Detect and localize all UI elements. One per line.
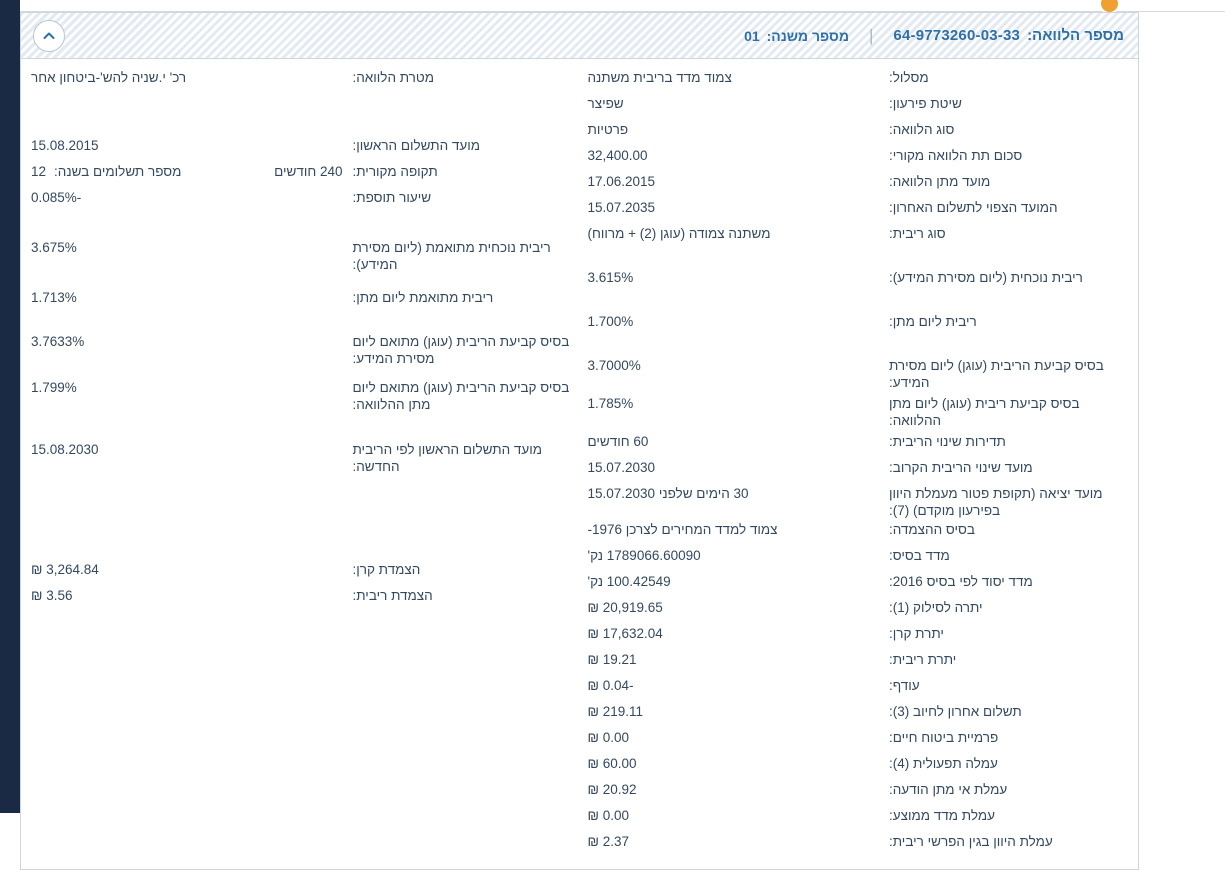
field-label: ריבית נוכחית מתואמת (ליום מסירת המידע): <box>352 240 551 272</box>
loan-details-card-header <box>21 13 1138 59</box>
loan-details-body <box>21 59 1138 869</box>
left-rail-top <box>0 0 20 11</box>
field-label: המועד הצפוי לתשלום האחרון: <box>889 200 1058 215</box>
field-anchor-base-grant-date <box>588 395 1129 433</box>
field-value: 32,400.00 <box>587 148 648 163</box>
field-value: צמוד מדד בריבית משתנה <box>587 70 732 85</box>
field-current-interest <box>588 269 1129 295</box>
field-label: מדד בסיס: <box>889 547 950 563</box>
field-value: 15.07.2030 <box>587 460 656 475</box>
field-label: מועד יציאה (תקופת פטור מעמלת היוון בפירעון מוקדם) (7): <box>889 486 1103 518</box>
field-value: 20,919.65 ₪ <box>587 599 663 615</box>
field-operational-fee <box>588 755 1129 781</box>
field-label: ריבית נוכחית (ליום מסירת המידע): <box>889 270 1083 285</box>
field-value: 60 חודשים <box>587 434 649 449</box>
field-value: 1.799% <box>31 380 77 395</box>
field-value: 17.06.2015 <box>587 174 656 189</box>
field-label: בסיס קביעת ריבית (עוגן) ליום מתן ההלוואה: <box>889 396 1080 428</box>
field-value: 3.615% <box>587 270 634 285</box>
field-base-index-2016 <box>588 573 1129 599</box>
field-label: בסיס קביעת הריבית (עוגן) ליום מסירת המידע: <box>889 358 1104 390</box>
field-value: 3.7000% <box>587 358 641 373</box>
field-value: 3.56 ₪ <box>31 587 73 603</box>
payments-per-year-label: מספר תשלומים בשנה: <box>54 164 182 179</box>
original-term-value: 240 חודשים <box>274 164 343 179</box>
mortgage-number-value: 01 <box>744 27 760 44</box>
field-value: 15.08.2030 <box>31 442 99 457</box>
field-linkage-base <box>588 521 1129 547</box>
field-label: מדד יסוד לפי בסיס 2016: <box>889 573 1033 589</box>
field-value: 1.713% <box>31 290 77 305</box>
field-value: 17,632.04 ₪ <box>587 625 663 641</box>
field-value: 1789066.60090 נק' <box>587 547 701 563</box>
field-exit-window <box>588 485 1129 521</box>
left-navigation-rail <box>0 11 20 813</box>
field-value: 2.37 ₪ <box>587 833 629 849</box>
field-value: 20.92 ₪ <box>587 781 637 797</box>
field-label: עמלת אי מתן הודעה: <box>889 781 1008 797</box>
field-capitalization-fee <box>588 833 1129 859</box>
mortgage-number-label: מספר משנה: <box>766 27 849 44</box>
field-original-term <box>31 163 572 189</box>
field-base-index <box>588 547 1129 573</box>
field-label: תדירות שינוי הריבית: <box>889 434 1006 449</box>
field-label: מועד התשלום הראשון לפי הריבית החדשה: <box>352 442 543 474</box>
field-original-amount <box>588 147 1129 173</box>
field-label: ריבית מתואמת ליום מתן: <box>352 290 494 305</box>
field-value: 3.7633% <box>31 334 85 349</box>
field-label: ריבית ליום מתן: <box>889 314 977 329</box>
field-value: 19.21 ₪ <box>587 651 637 667</box>
field-first-payment-new-interest <box>31 441 572 477</box>
field-label: עמלה תפעולית (4): <box>889 755 998 771</box>
field-value: צמוד למדד המחירים לצרכן 1976- <box>587 521 778 537</box>
field-label: שיטת פירעון: <box>889 96 962 111</box>
field-label: הצמדת ריבית: <box>352 587 433 603</box>
loan-number-label: מספר הלוואה: <box>1027 27 1124 44</box>
field-interest-linkage <box>31 587 572 613</box>
field-last-payment-charge <box>588 703 1129 729</box>
field-current-adjusted-interest <box>31 239 572 277</box>
field-value: 30 הימים שלפני 15.07.2030 <box>587 486 749 501</box>
field-adjusted-anchor-info-date <box>31 333 572 379</box>
field-value: 3,264.84 ₪ <box>31 561 99 577</box>
field-interest-balance <box>588 651 1129 677</box>
page-top-strip <box>0 0 1225 12</box>
field-value: 15.07.2035 <box>587 200 656 215</box>
field-loan-purpose <box>31 69 572 95</box>
field-next-interest-change <box>588 459 1129 485</box>
field-label: בסיס ההצמדה: <box>889 521 975 537</box>
field-value: פרטיות <box>587 122 629 137</box>
field-interest-type <box>588 225 1129 251</box>
header-separator: | <box>869 25 874 45</box>
field-value: 1.700% <box>587 314 634 329</box>
field-value: 3.675% <box>31 240 77 255</box>
field-label: עמלת מדד ממוצע: <box>889 807 995 823</box>
field-label: בסיס קביעת הריבית (עוגן) מתואם ליום מתן ההלוואה: <box>352 380 570 412</box>
details-column-left <box>21 69 580 859</box>
field-interest-at-grant <box>588 313 1129 339</box>
field-label: מסלול: <box>889 70 929 85</box>
field-label: סוג הלוואה: <box>889 122 955 137</box>
field-label: תקופה מקורית: <box>352 164 438 179</box>
field-label: עודף: <box>889 677 920 693</box>
field-value: 1.785% <box>587 396 634 411</box>
field-grant-date <box>588 173 1129 199</box>
loan-header-titles <box>744 26 1124 46</box>
field-no-notice-fee <box>588 781 1129 807</box>
field-expected-last-payment <box>588 199 1129 225</box>
field-value: 0.00 ₪ <box>587 729 629 745</box>
field-label: יתרת ריבית: <box>889 651 957 667</box>
field-margin-rate <box>31 189 572 215</box>
field-first-payment-date <box>31 137 572 163</box>
field-label: מועד שינוי הריבית הקרוב: <box>889 460 1033 475</box>
field-label: שיעור תוספת: <box>352 190 432 205</box>
field-value: 219.11 ₪ <box>587 703 644 719</box>
field-anchor-base-info-date <box>588 357 1129 395</box>
field-surplus <box>588 677 1129 703</box>
field-label: מועד מתן הלוואה: <box>889 174 991 189</box>
field-life-insurance-premium <box>588 729 1129 755</box>
field-value: -0.04 ₪ <box>587 677 634 693</box>
field-label: מטרת הלוואה: <box>352 70 434 85</box>
payments-per-year-group <box>31 164 181 179</box>
field-value: שפיצר <box>587 96 624 111</box>
field-value-group <box>205 164 346 179</box>
field-adjusted-anchor-grant-date <box>31 379 572 417</box>
field-loan-type <box>588 121 1129 147</box>
field-value: 15.08.2015 <box>31 138 99 153</box>
field-average-index-fee <box>588 807 1129 833</box>
loan-number-value: 64-9773260-03-33 <box>893 27 1021 44</box>
field-label: יתרה לסילוק (1): <box>889 599 983 615</box>
field-value: 60.00 ₪ <box>587 755 637 771</box>
field-label: בסיס קביעת הריבית (עוגן) מתואם ליום מסירת המידע: <box>352 334 570 366</box>
field-value: משתנה צמודה (עוגן (2) + מרווח) <box>587 226 771 241</box>
field-label: סוג ריבית: <box>889 226 946 241</box>
field-label: הצמדת קרן: <box>352 561 421 577</box>
field-value: 0.00 ₪ <box>587 807 629 823</box>
field-value: רכ' י.שניה להש'-ביטחון אחר <box>31 70 187 85</box>
field-principal-balance <box>588 625 1129 651</box>
field-adjusted-interest-at-grant <box>31 289 572 315</box>
field-value: -0.085% <box>31 190 82 205</box>
payments-per-year-value: 12 <box>31 164 47 179</box>
details-column-right <box>580 69 1139 859</box>
field-label: תשלום אחרון לחיוב (3): <box>889 703 1022 719</box>
field-maslul <box>588 69 1129 95</box>
field-interest-change-frequency <box>588 433 1129 459</box>
field-payoff-balance <box>588 599 1129 625</box>
field-repayment-method <box>588 95 1129 121</box>
field-label: פרמיית ביטוח חיים: <box>889 729 999 745</box>
field-label: מועד התשלום הראשון: <box>352 138 480 153</box>
chevron-up-icon <box>41 28 57 44</box>
field-principal-linkage <box>31 561 572 587</box>
field-label: סכום תת הלוואה מקורי: <box>889 148 1023 163</box>
field-value: 100.42549 נק' <box>587 573 671 589</box>
loan-details-card <box>20 12 1139 870</box>
collapse-panel-button[interactable] <box>33 20 65 52</box>
field-label: עמלת היוון בגין הפרשי ריבית: <box>889 833 1053 849</box>
field-label: יתרת קרן: <box>889 625 944 641</box>
